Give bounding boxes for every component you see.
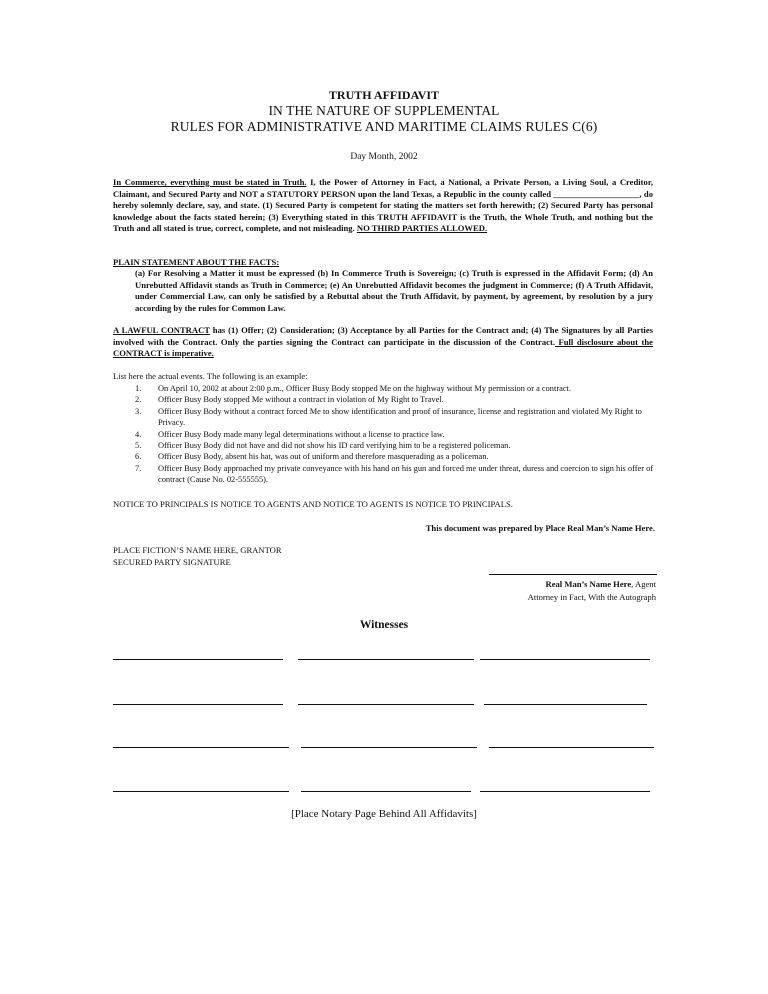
list-item-number: 1. <box>135 384 142 393</box>
witness-signature-line <box>480 659 650 660</box>
agent-block <box>528 578 656 604</box>
witness-signature-line <box>113 659 283 660</box>
witness-signature-line <box>301 791 471 792</box>
grantor-block <box>113 545 282 568</box>
document-subtitle-1: IN THE NATURE OF SUPPLEMENTAL <box>268 103 500 118</box>
list-item-text: On April 10, 2002 at about 2:00 p.m., Officer Busy Body stopped Me on the highway without My permission or a contract. <box>158 384 571 393</box>
list-item-text: Officer Busy Body approached my private conveyance with his hand on his gun and forced me under threat, duress and coercion to sign his offer of contract (Cause No. 02-555555). <box>158 463 654 485</box>
grantor-signature-label: SECURED PARTY SIGNATURE <box>113 556 231 567</box>
contract-paragraph <box>113 325 653 360</box>
prepared-by: This document was prepared by Place Real Man’s Name Here. <box>425 523 655 533</box>
facts-body: (a) For Resolving a Matter it must be expressed (b) In Commerce Truth is Sovereign; (c) Truth is expressed in the Affidavit Form; (d) An Unrebutted Affidavit stands as Truth in Commerce; (e) An Unrebutted Affidavit becomes the judgment in Commerce; (f) A Truth Affidavit, under Commercial Law, can only be satisfied by a Rebuttal about the Truth Affidavit, by payment, by agreement, by resolution by a jury according by the rules for Common Law. <box>135 268 653 313</box>
events-intro: List here the actual events. The following is an example: <box>113 371 308 381</box>
list-item <box>113 429 658 440</box>
witness-signature-line <box>113 791 289 792</box>
list-item-text: Officer Busy Body without a contract forced Me to show identification and proof of insurance, license and registration and violated My Right to Privacy. <box>158 406 642 428</box>
agent-signature-line <box>489 574 657 575</box>
title-block <box>0 88 768 135</box>
agent-role: , Agent <box>631 579 656 589</box>
document-date: Day Month, 2002 <box>350 152 418 162</box>
witness-signature-line <box>489 747 654 748</box>
witness-signature-line <box>113 704 283 705</box>
notary-footer: [Place Notary Page Behind All Affidavits] <box>291 808 477 820</box>
list-item <box>113 463 658 486</box>
agent-name: Real Man’s Name Here <box>545 579 632 589</box>
document-title: TRUTH AFFIDAVIT <box>328 88 440 102</box>
list-item <box>113 394 658 405</box>
contract-body: has (1) Offer; (2) Consideration; (3) Acceptance by all Parties for the Contract and; (4) The Signatures by all Parties involved with the Contract. Only the parties signing the Contract can participate in the discussion of the Contract. <box>113 325 653 347</box>
list-item <box>113 451 658 462</box>
list-item <box>113 383 658 394</box>
list-item-text: Officer Busy Body, absent his hat, was out of uniform and therefore masquerading as a policeman. <box>158 452 489 462</box>
contract-lead: A LAWFUL CONTRACT <box>113 325 210 335</box>
list-item-number: 7. <box>135 463 142 473</box>
witness-signature-line <box>298 704 474 705</box>
list-item-text: Officer Busy Body made many legal determinations without a license to practice law. <box>158 429 445 439</box>
agent-title: Attorney in Fact, With the Autograph <box>527 592 656 602</box>
witness-signature-line <box>113 747 289 748</box>
witness-signature-line <box>480 791 650 792</box>
intro-tail: NO THIRD PARTIES ALLOWED. <box>356 223 488 234</box>
list-item <box>113 406 658 429</box>
document-subtitle-2: RULES FOR ADMINISTRATIVE AND MARITIME CLAIMS RULES C(6) <box>170 119 598 134</box>
list-item-number: 5. <box>135 441 142 451</box>
events-list <box>113 383 658 486</box>
witness-signature-line <box>301 747 477 748</box>
intro-body: I, the Power of Attorney in Fact, a National, a Private Person, a Living Soul, a Creditor, Claimant, and Secured Party and NOT a STATUTORY PERSON upon the land Texas, a Republic in the county called ____________________, do hereby solemnly declare, say, and state. (1) Secured Party is competent for stating the matters set forth herewith; (2) Secured Party has personal knowledge about the facts stated herein; (3) Everything stated in this TRUTH AFFIDAVIT is the Truth, the Whole Truth, and nothing but the Truth and all stated is true, correct, complete, and not misleading. <box>113 177 653 234</box>
grantor-name: PLACE FICTION’S NAME HERE, GRANTOR <box>113 545 282 555</box>
list-item-text: Officer Busy Body stopped Me without a contract in violation of My Right to Travel. <box>158 395 444 405</box>
list-item <box>113 440 658 451</box>
list-item-number: 3. <box>135 406 142 416</box>
witnesses-heading: Witnesses <box>359 619 409 631</box>
list-item-text: Officer Busy Body did not have and did not show his ID card verifying him to be a registered policeman. <box>158 441 511 451</box>
notice-statement: NOTICE TO PRINCIPALS IS NOTICE TO AGENTS AND NOTICE TO AGENTS IS NOTICE TO PRINCIPALS. <box>113 499 513 509</box>
intro-lead: In Commerce, everything must be stated in Truth. <box>113 177 307 187</box>
list-item-number: 4. <box>135 429 142 439</box>
list-item-number: 2. <box>135 395 142 405</box>
intro-paragraph <box>113 177 653 235</box>
list-item-number: 6. <box>135 452 142 462</box>
contract-tail: Full disclosure about the CONTRACT is imperative. <box>113 336 653 359</box>
witness-signature-line <box>298 659 474 660</box>
facts-heading: PLAIN STATEMENT ABOUT THE FACTS: <box>113 257 280 267</box>
witness-signature-line <box>484 704 647 705</box>
